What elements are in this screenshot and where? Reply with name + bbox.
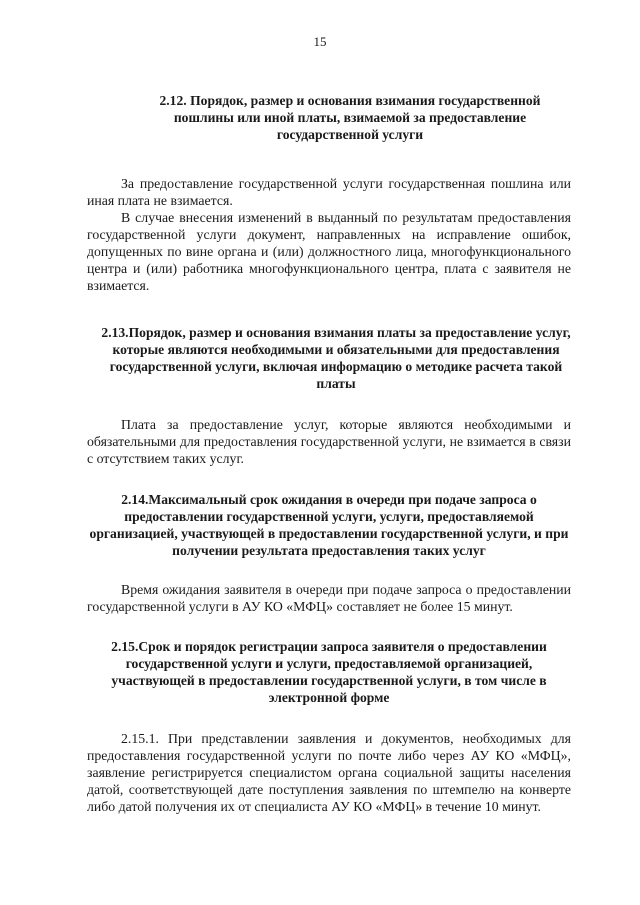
section-heading-2-14: 2.14.Максимальный срок ожидания в очереди при подаче запроса о предоставлении государственной услуги, услуги, предоставляемой организацией, участвующей в предоставлении государственной услуги, и при получении результата предоставления таких услуг	[89, 492, 569, 558]
section-heading-2-15: 2.15.Срок и порядок регистрации запроса заявителя о предоставлении государственной услуги и услуги, предоставляемой организацией, участвующей в предоставлении государственной услуги, в том числе в электронной форме	[111, 639, 547, 705]
paragraph: В случае внесения изменений в выданный по результатам предоставления государственной услуги документ, направленных на исправление ошибок, допущенных по вине органа и (или) должностного лица, многофункционального центра и (или) работника многофункционального центра, плата с заявителя не взимается.	[87, 210, 571, 293]
paragraph: Время ожидания заявителя в очереди при подаче запроса о предоставлении государственной услуги в АУ КО «МФЦ» составляет не более 15 минут.	[87, 582, 571, 614]
page-number: 15	[313, 34, 327, 49]
section-heading-2-13: 2.13.Порядок, размер и основания взимания платы за предоставление услуг, которые являются необходимыми и обязательными для предоставления государственной услуги, включая информацию о методике расчета такой платы	[101, 325, 571, 391]
paragraph: Плата за предоставление услуг, которые являются необходимыми и обязательными для предоставления государственной услуги, не взимается в связи с отсутствием таких услуг.	[87, 417, 571, 466]
paragraph: За предоставление государственной услуги государственная пошлина или иная плата не взимается.	[87, 176, 571, 208]
document-body	[87, 92, 571, 815]
section-heading-2-12: 2.12. Порядок, размер и основания взимания государственной пошлины или иной платы, взимаемой за предоставление государственной услуги	[159, 93, 541, 142]
paragraph: 2.15.1. При представлении заявления и документов, необходимых для предоставления государственной услуги по почте либо через АУ КО «МФЦ», заявление регистрируется специалистом органа социальной защиты населения датой, соответствующей дате поступления заявления по штемпелю на конверте либо датой получения их от специалиста АУ КО «МФЦ» в течение 10 минут.	[87, 731, 571, 814]
